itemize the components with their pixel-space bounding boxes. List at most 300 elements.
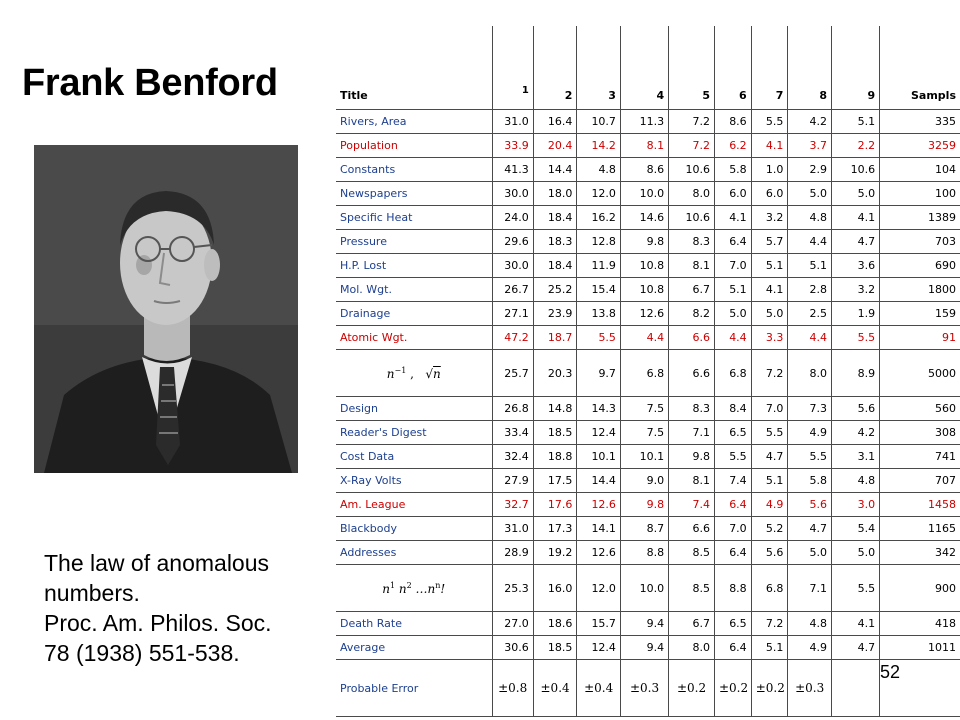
table-cell: 4.8 (788, 612, 832, 636)
table-cell: 560 (880, 397, 960, 421)
table-cell: 9.4 (620, 636, 668, 660)
table-row (336, 158, 960, 182)
table-cell: 5000 (880, 350, 960, 397)
table-cell: 7.3 (788, 397, 832, 421)
table-cell: 4.1 (751, 278, 788, 302)
table-cell: 16.0 (533, 565, 577, 612)
column-header-label: 7 (775, 89, 784, 102)
column-header (492, 26, 533, 110)
table-cell: 5.1 (831, 110, 879, 134)
table-cell: 23.9 (533, 302, 577, 326)
table-cell: 1011 (880, 636, 960, 660)
table-cell: 15.4 (577, 278, 621, 302)
table-cell: 4.7 (831, 230, 879, 254)
table-cell: 32.7 (492, 493, 533, 517)
table-cell: 2.2 (831, 134, 879, 158)
column-header (533, 26, 577, 110)
row-label: Rivers, Area (336, 110, 492, 134)
table-cell: 13.8 (577, 302, 621, 326)
table-cell: 6.5 (714, 612, 751, 636)
table-row (336, 421, 960, 445)
table-row (336, 182, 960, 206)
table-cell: 6.4 (714, 230, 751, 254)
column-header (669, 26, 715, 110)
table-cell: 6.6 (669, 326, 715, 350)
column-header (714, 26, 751, 110)
row-label: Drainage (336, 302, 492, 326)
table-cell: 29.6 (492, 230, 533, 254)
table-cell: 7.2 (669, 134, 715, 158)
column-header (788, 26, 832, 110)
column-header-label: 8 (819, 89, 827, 102)
table-cell: 5.0 (788, 541, 832, 565)
column-header-label: 9 (867, 89, 876, 102)
table-row (336, 493, 960, 517)
table-cell: 3.6 (831, 254, 879, 278)
table-cell: 4.8 (831, 469, 879, 493)
table-cell: 16.2 (577, 206, 621, 230)
table-cell: 5.2 (751, 517, 788, 541)
table-cell: 6.8 (751, 565, 788, 612)
table-cell: 335 (880, 110, 960, 134)
table-cell: 6.4 (714, 493, 751, 517)
table-cell: 6.5 (714, 421, 751, 445)
column-header (880, 26, 960, 110)
table-cell: 24.0 (492, 206, 533, 230)
table-cell: 5.1 (751, 254, 788, 278)
table-cell: 10.1 (620, 445, 668, 469)
table-cell: 27.1 (492, 302, 533, 326)
table-cell: 12.4 (577, 421, 621, 445)
table-cell: 4.9 (751, 493, 788, 517)
table-cell: 1800 (880, 278, 960, 302)
table-cell: 5.5 (714, 445, 751, 469)
table-cell: 8.7 (620, 517, 668, 541)
formula-cell (336, 565, 492, 612)
table-cell: 1.9 (831, 302, 879, 326)
table-cell: 91 (880, 326, 960, 350)
row-label: Addresses (336, 541, 492, 565)
column-header-label: 1 (521, 85, 529, 96)
row-label: Pressure (336, 230, 492, 254)
table-cell: 5.5 (751, 110, 788, 134)
table-row (336, 278, 960, 302)
table-cell: 7.0 (714, 254, 751, 278)
table-cell: 10.1 (577, 445, 621, 469)
table-cell: 8.5 (669, 565, 715, 612)
table-cell: 8.6 (620, 158, 668, 182)
table-cell: 27.0 (492, 612, 533, 636)
table-cell: 17.6 (533, 493, 577, 517)
table-cell: 8.0 (669, 182, 715, 206)
table-cell: 7.1 (669, 421, 715, 445)
table-cell: 8.5 (669, 541, 715, 565)
table-cell: 4.1 (831, 206, 879, 230)
probable-error-cell: ±0.2 (669, 660, 715, 717)
table-cell: 4.1 (831, 612, 879, 636)
table-row (336, 517, 960, 541)
slide-title: Frank Benford (22, 62, 278, 104)
table-cell: 15.7 (577, 612, 621, 636)
column-header (831, 26, 879, 110)
row-label: Reader's Digest (336, 421, 492, 445)
table-cell: 4.9 (788, 421, 832, 445)
table-cell: 26.8 (492, 397, 533, 421)
table-cell: 7.2 (751, 612, 788, 636)
table-cell: 12.4 (577, 636, 621, 660)
table-cell: 4.2 (788, 110, 832, 134)
table-cell: 8.0 (669, 636, 715, 660)
table-cell: 5.1 (788, 254, 832, 278)
row-label: Probable Error (336, 660, 492, 717)
table-cell: 104 (880, 158, 960, 182)
table-cell: 11.9 (577, 254, 621, 278)
table-cell: 4.9 (788, 636, 832, 660)
table-cell: 3.7 (788, 134, 832, 158)
table-cell: 7.2 (751, 350, 788, 397)
table-cell: 5.5 (577, 326, 621, 350)
table-cell: 12.0 (577, 565, 621, 612)
citation-line: numbers. (44, 580, 140, 606)
table-row (336, 445, 960, 469)
table-cell: 18.8 (533, 445, 577, 469)
table-cell: 20.3 (533, 350, 577, 397)
row-label: X-Ray Volts (336, 469, 492, 493)
table-cell: 9.0 (620, 469, 668, 493)
table-cell: 6.8 (714, 350, 751, 397)
table-cell: 8.8 (620, 541, 668, 565)
table-cell: 18.5 (533, 421, 577, 445)
table-cell: 14.8 (533, 397, 577, 421)
table-row (336, 254, 960, 278)
table-cell: 707 (880, 469, 960, 493)
table-cell: 18.6 (533, 612, 577, 636)
benford-table (336, 26, 960, 717)
table-cell: 5.1 (751, 636, 788, 660)
table-cell: 7.0 (714, 517, 751, 541)
table-cell: 18.0 (533, 182, 577, 206)
table-cell: 26.7 (492, 278, 533, 302)
table-cell: 3259 (880, 134, 960, 158)
table-header-row (336, 26, 960, 110)
table-cell: 9.4 (620, 612, 668, 636)
table-cell: 4.4 (788, 326, 832, 350)
table-cell: 1.0 (751, 158, 788, 182)
table-cell: 27.9 (492, 469, 533, 493)
table-cell: 10.6 (669, 206, 715, 230)
table-cell: 12.6 (577, 541, 621, 565)
table-cell: 8.9 (831, 350, 879, 397)
table-cell: 4.8 (788, 206, 832, 230)
portrait-photo (34, 145, 298, 473)
row-label: Average (336, 636, 492, 660)
table-row (336, 206, 960, 230)
table-cell: 25.7 (492, 350, 533, 397)
table-cell: 690 (880, 254, 960, 278)
table-cell: 418 (880, 612, 960, 636)
table-cell: 1165 (880, 517, 960, 541)
table-cell: 4.4 (714, 326, 751, 350)
table-cell: 3.3 (751, 326, 788, 350)
table-cell: 28.9 (492, 541, 533, 565)
table-cell: 4.2 (831, 421, 879, 445)
table-cell: 6.8 (620, 350, 668, 397)
table-row (336, 612, 960, 636)
table-cell: 4.7 (831, 636, 879, 660)
probable-error-cell: ±0.4 (533, 660, 577, 717)
column-header-label: 4 (656, 89, 665, 102)
table-cell: 100 (880, 182, 960, 206)
table-cell: 7.5 (620, 397, 668, 421)
table-cell: 2.8 (788, 278, 832, 302)
table-cell: 6.6 (669, 350, 715, 397)
table-cell: 159 (880, 302, 960, 326)
table-cell: 9.7 (577, 350, 621, 397)
table-cell: 14.4 (533, 158, 577, 182)
formula-sqrt-n: √n (425, 366, 441, 381)
table-cell: 5.5 (788, 445, 832, 469)
table-cell: 1458 (880, 493, 960, 517)
row-label: Design (336, 397, 492, 421)
table-cell: 12.6 (577, 493, 621, 517)
table-cell: 3.2 (831, 278, 879, 302)
table-cell: 17.5 (533, 469, 577, 493)
table-cell: 1389 (880, 206, 960, 230)
citation (44, 548, 334, 668)
citation-line: The law of anomalous (44, 550, 270, 576)
table-cell: 5.1 (751, 469, 788, 493)
row-label: Am. League (336, 493, 492, 517)
table-cell: 12.0 (577, 182, 621, 206)
table-cell: 30.6 (492, 636, 533, 660)
table-cell: 9.8 (620, 493, 668, 517)
table-cell: 12.8 (577, 230, 621, 254)
table-cell: 308 (880, 421, 960, 445)
table-row (336, 397, 960, 421)
table-cell: 14.2 (577, 134, 621, 158)
table-row (336, 350, 960, 397)
probable-error-cell: ±0.8 (492, 660, 533, 717)
formula-separator: , (406, 366, 426, 381)
table-cell: 7.4 (669, 493, 715, 517)
table-cell: 18.7 (533, 326, 577, 350)
table-cell: 5.0 (831, 182, 879, 206)
table-cell: 3.2 (751, 206, 788, 230)
table-row (336, 110, 960, 134)
column-header-label: 2 (564, 89, 573, 102)
table-cell: 4.4 (788, 230, 832, 254)
table-cell: 10.8 (620, 278, 668, 302)
table-cell: 25.2 (533, 278, 577, 302)
table-cell: 6.4 (714, 636, 751, 660)
table-cell: 41.3 (492, 158, 533, 182)
row-label: Mol. Wgt. (336, 278, 492, 302)
table-cell: 10.6 (669, 158, 715, 182)
table-cell: 8.1 (620, 134, 668, 158)
table-cell: 3.1 (831, 445, 879, 469)
row-label: H.P. Lost (336, 254, 492, 278)
table-cell: 9.8 (620, 230, 668, 254)
citation-line: 78 (1938) 551-538. (44, 640, 240, 666)
table-cell: 6.6 (669, 517, 715, 541)
slide-number: 52 (880, 662, 901, 682)
table-cell: 6.7 (669, 612, 715, 636)
probable-error-cell: ±0.2 (714, 660, 751, 717)
probable-error-cell: ±0.3 (788, 660, 832, 717)
table-cell: 18.5 (533, 636, 577, 660)
table-cell: 14.6 (620, 206, 668, 230)
table-cell: 10.0 (620, 182, 668, 206)
table-cell: 5.6 (751, 541, 788, 565)
table-cell: 47.2 (492, 326, 533, 350)
table-cell: 5.1 (714, 278, 751, 302)
table-cell: 342 (880, 541, 960, 565)
table-cell: 8.1 (669, 469, 715, 493)
table-cell: 8.0 (788, 350, 832, 397)
table-cell: 8.1 (669, 254, 715, 278)
table-cell: 19.2 (533, 541, 577, 565)
table-cell (880, 660, 960, 717)
table-cell: 4.4 (620, 326, 668, 350)
table-cell: 4.1 (751, 134, 788, 158)
table-row (336, 302, 960, 326)
row-label: Death Rate (336, 612, 492, 636)
table-row (336, 541, 960, 565)
table-cell: 10.0 (620, 565, 668, 612)
table-cell: 6.2 (714, 134, 751, 158)
table-cell: 6.0 (714, 182, 751, 206)
row-label: Specific Heat (336, 206, 492, 230)
table-cell: 16.4 (533, 110, 577, 134)
table-cell: 741 (880, 445, 960, 469)
table-cell: 8.4 (714, 397, 751, 421)
table-cell: 5.0 (751, 302, 788, 326)
table-cell: 5.6 (788, 493, 832, 517)
table-cell: 5.6 (831, 397, 879, 421)
column-header-label: 6 (739, 89, 747, 102)
table-cell: 5.4 (831, 517, 879, 541)
table-row (336, 134, 960, 158)
table-cell: 8.3 (669, 397, 715, 421)
table-cell: 5.5 (751, 421, 788, 445)
table-cell: 14.1 (577, 517, 621, 541)
table-row (336, 565, 960, 612)
formula-factorial-powers: $n^1$ $n^2$ $\dots n^n$! (382, 580, 446, 596)
table-cell: 2.5 (788, 302, 832, 326)
probable-error-cell: ±0.4 (577, 660, 621, 717)
table-cell: 5.8 (714, 158, 751, 182)
probable-error-cell: ±0.2 (751, 660, 788, 717)
table-cell: 31.0 (492, 110, 533, 134)
table-cell: 33.4 (492, 421, 533, 445)
table-cell: 5.5 (831, 326, 879, 350)
table-cell: 5.0 (714, 302, 751, 326)
table-cell: 3.0 (831, 493, 879, 517)
table-cell: 17.3 (533, 517, 577, 541)
table-cell: 10.7 (577, 110, 621, 134)
row-label: Blackbody (336, 517, 492, 541)
table-cell: 5.8 (788, 469, 832, 493)
table-cell: 20.4 (533, 134, 577, 158)
column-header-label: Sampls (911, 89, 956, 102)
column-header (577, 26, 621, 110)
row-label: Constants (336, 158, 492, 182)
formula-cell (336, 350, 492, 397)
table-row (336, 469, 960, 493)
row-label: Cost Data (336, 445, 492, 469)
table-cell: 5.5 (831, 565, 879, 612)
table-cell: 10.8 (620, 254, 668, 278)
column-header (751, 26, 788, 110)
table-cell: 8.2 (669, 302, 715, 326)
row-label: Atomic Wgt. (336, 326, 492, 350)
table-cell: 8.6 (714, 110, 751, 134)
table-cell: 25.3 (492, 565, 533, 612)
column-header-label: 5 (702, 89, 710, 102)
table-cell: 14.4 (577, 469, 621, 493)
table-cell: 4.1 (714, 206, 751, 230)
table-cell: 18.4 (533, 254, 577, 278)
column-header-label: Title (340, 89, 368, 102)
table-cell (831, 660, 879, 717)
table-cell: 9.8 (669, 445, 715, 469)
table-cell: 4.7 (788, 517, 832, 541)
table-row (336, 326, 960, 350)
probable-error-row (336, 660, 960, 717)
table-cell: 12.6 (620, 302, 668, 326)
table-cell: 18.3 (533, 230, 577, 254)
table-row (336, 230, 960, 254)
table-cell: 6.0 (751, 182, 788, 206)
table-cell: 30.0 (492, 254, 533, 278)
table-cell: 7.1 (788, 565, 832, 612)
row-label: Population (336, 134, 492, 158)
table-cell: 32.4 (492, 445, 533, 469)
table-cell: 33.9 (492, 134, 533, 158)
table-cell: 8.3 (669, 230, 715, 254)
column-header (620, 26, 668, 110)
table-cell: 2.9 (788, 158, 832, 182)
table-cell: 11.3 (620, 110, 668, 134)
table-cell: 7.0 (751, 397, 788, 421)
probable-error-cell: ±0.3 (620, 660, 668, 717)
table-cell: 703 (880, 230, 960, 254)
table-cell: 5.0 (831, 541, 879, 565)
table-cell: 4.8 (577, 158, 621, 182)
table-cell: 18.4 (533, 206, 577, 230)
table-cell: 7.4 (714, 469, 751, 493)
table-cell: 5.7 (751, 230, 788, 254)
table-cell: 900 (880, 565, 960, 612)
table-cell: 31.0 (492, 517, 533, 541)
formula-n-inverse: $n^{-1}$ (386, 365, 407, 381)
citation-line: Proc. Am. Philos. Soc. (44, 610, 272, 636)
row-label: Newspapers (336, 182, 492, 206)
column-header-label: 3 (608, 89, 616, 102)
table-cell: 4.7 (751, 445, 788, 469)
table-cell: 10.6 (831, 158, 879, 182)
column-header (336, 26, 492, 110)
table-cell: 5.0 (788, 182, 832, 206)
table-row (336, 636, 960, 660)
table-cell: 7.5 (620, 421, 668, 445)
table-cell: 6.7 (669, 278, 715, 302)
table-cell: 8.8 (714, 565, 751, 612)
table-cell: 7.2 (669, 110, 715, 134)
table-cell: 30.0 (492, 182, 533, 206)
table-cell: 14.3 (577, 397, 621, 421)
table-cell: 6.4 (714, 541, 751, 565)
